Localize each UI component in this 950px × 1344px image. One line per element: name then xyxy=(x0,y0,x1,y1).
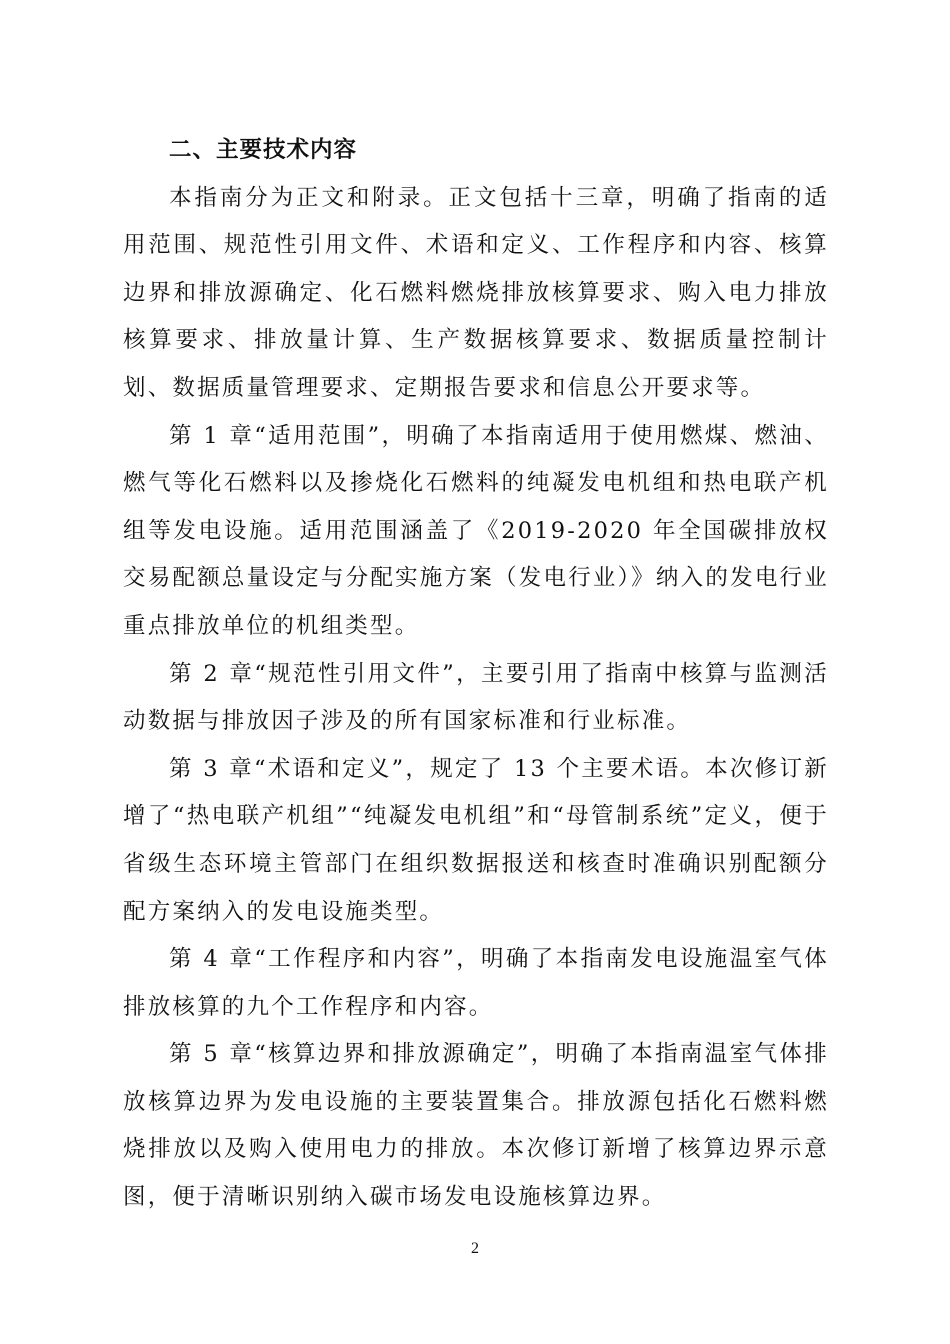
paragraph-chapter-4: 第 4 章“工作程序和内容”，明确了本指南发电设施温室气体排放核算的九个工作程序和内容。 xyxy=(123,946,829,1020)
paragraph-chapter-1: 第 1 章“适用范围”，明确了本指南适用于使用燃煤、燃油、燃气等化石燃料以及掺烧化石燃料的纯凝发电机组和热电联产机组等发电设施。适用范围涵盖了《2019-2020 年全国碳排放权交易配额总量设定与分配实施方案（发电行业）》纳入的发电行业重点排放单位的机组类型。 xyxy=(123,422,829,639)
document-body xyxy=(123,127,829,1222)
paragraph-overview: 本指南分为正文和附录。正文包括十三章，明确了指南的适用范围、规范性引用文件、术语和定义、工作程序和内容、核算边界和排放源确定、化石燃料燃烧排放核算要求、购入电力排放核算要求、排放量计算、生产数据核算要求、数据质量控制计划、数据质量管理要求、定期报告要求和信息公开要求等。 xyxy=(123,184,829,401)
section-heading: 二、主要技术内容 xyxy=(169,137,358,163)
paragraph-chapter-3: 第 3 章“术语和定义”，规定了 13 个主要术语。本次修订新增了“热电联产机组”“纯凝发电机组”和“母管制系统”定义，便于省级生态环境主管部门在组织数据报送和核查时准确识别配额分配方案纳入的发电设施类型。 xyxy=(123,755,829,925)
paragraph-chapter-5: 第 5 章“核算边界和排放源确定”，明确了本指南温室气体排放核算边界为发电设施的主要装置集合。排放源包括化石燃料燃烧排放以及购入使用电力的排放。本次修订新增了核算边界示意图，便于清晰识别纳入碳市场发电设施核算边界。 xyxy=(123,1041,829,1211)
paragraph-chapter-2: 第 2 章“规范性引用文件”，主要引用了指南中核算与监测活动数据与排放因子涉及的所有国家标准和行业标准。 xyxy=(123,660,829,735)
page-number: 2 xyxy=(471,1240,479,1257)
